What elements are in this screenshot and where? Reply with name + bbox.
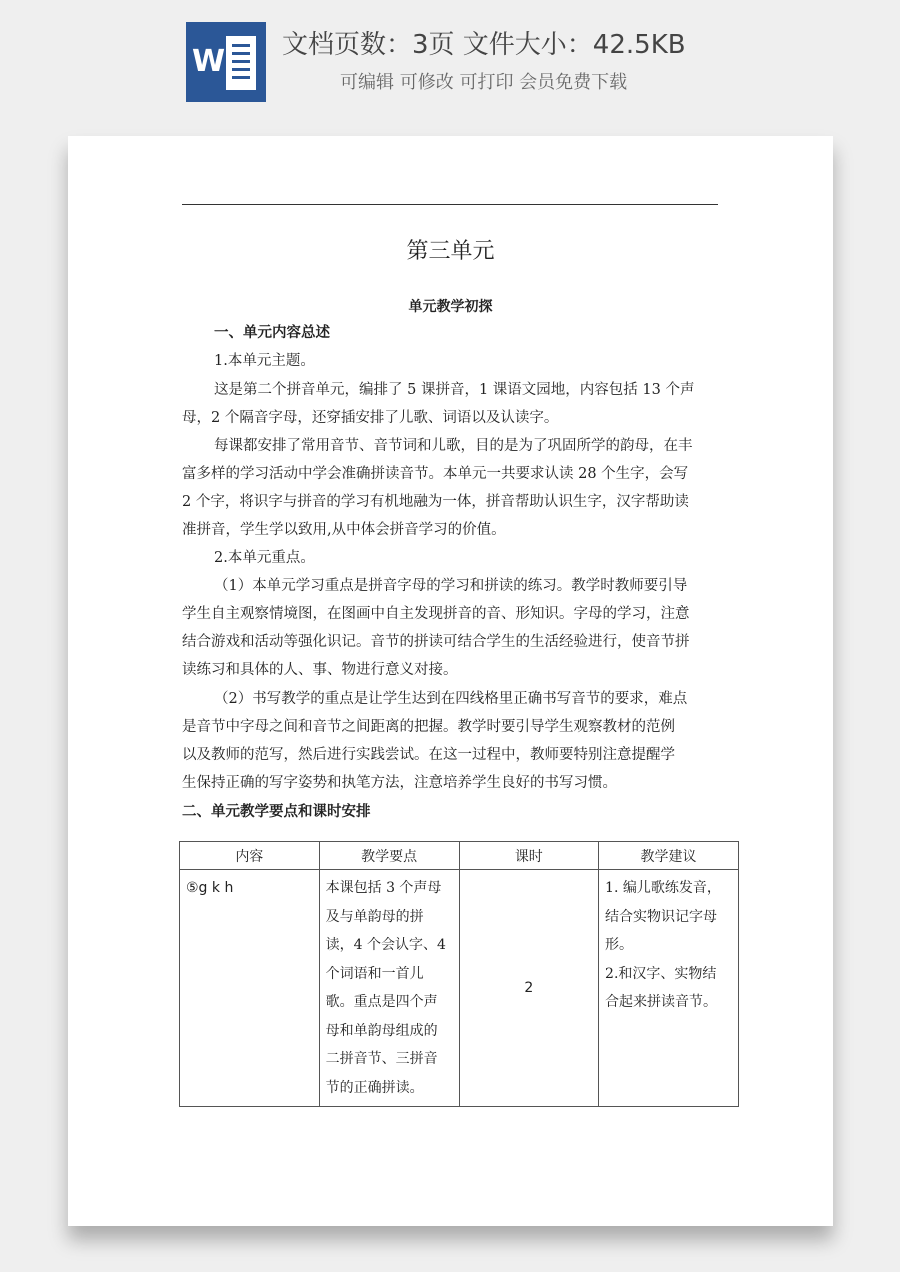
paragraph-item-1: 1.本单元主题。 xyxy=(214,353,315,369)
paragraph-line: 生保持正确的写字姿势和执笔方法，注意培养学生良好的书写习惯。 xyxy=(182,775,617,791)
section-heading-2: 二、单元教学要点和课时安排 xyxy=(182,804,371,820)
paragraph-line: 是音节中字母之间和音节之间距离的把握。教学时要引导学生观察教材的范例 xyxy=(182,719,675,735)
paragraph-line: 2 个字，将识字与拼音的学习有机地融为一体，拼音帮助认识生字，汉字帮助读 xyxy=(182,494,689,510)
lesson-plan-table xyxy=(179,841,739,1107)
word-document-icon: W xyxy=(186,22,266,102)
table-header-cell: 课时 xyxy=(459,842,598,870)
table-cell-hours: 2 xyxy=(459,870,598,1107)
table-cell-content: ⑤g k h xyxy=(180,870,320,1107)
file-capabilities: 可编辑 可修改 可打印 会员免费下载 xyxy=(340,72,628,93)
paragraph-line: 准拼音，学生学以致用,从中体会拼音学习的价值。 xyxy=(182,522,506,538)
paragraph-item-2: 2.本单元重点。 xyxy=(214,550,315,566)
table-header-cell: 内容 xyxy=(180,842,320,870)
table-header-cell: 教学建议 xyxy=(599,842,739,870)
paragraph-line: （1）本单元学习重点是拼音字母的学习和拼读的练习。教学时教师要引导 xyxy=(214,578,688,594)
paragraph-line: 结合游戏和活动等强化识记。音节的拼读可结合学生的生活经验进行，使音节拼 xyxy=(182,634,690,650)
file-meta-info: 文档页数：3页 文件大小：42.5KB xyxy=(282,30,686,60)
table-header-row xyxy=(180,842,739,870)
paragraph-line: 学生自主观察情境图，在图画中自主发现拼音的音、形知识。字母的学习，注意 xyxy=(182,606,690,622)
paragraph-line: （2）书写教学的重点是让学生达到在四线格里正确书写音节的要求，难点 xyxy=(214,691,688,707)
paragraph-line: 母，2 个隔音字母，还穿插安排了儿歌、词语以及认读字。 xyxy=(182,410,559,426)
header-rule xyxy=(182,204,718,205)
paragraph-line: 读练习和具体的人、事、物进行意义对接。 xyxy=(182,662,458,678)
paragraph-line: 以及教师的范写，然后进行实践尝试。在这一过程中，教师要特别注意提醒学 xyxy=(182,747,675,763)
table-header-cell: 教学要点 xyxy=(319,842,459,870)
document-info-header xyxy=(0,0,900,110)
paragraph-line: 这是第二个拼音单元，编排了 5 课拼音，1 课语文园地，内容包括 13 个声 xyxy=(214,382,695,398)
paragraph-line: 每课都安排了常用音节、音节词和儿歌，目的是为了巩固所学的韵母，在丰 xyxy=(214,438,693,454)
section-heading-1: 一、单元内容总述 xyxy=(214,325,330,341)
table-cell-advice: 1. 编儿歌练发音， 结合实物识记字母 形。 2.和汉字、实物结 合起来拼读音节。 xyxy=(599,870,739,1107)
table-row xyxy=(180,870,739,1107)
document-subtitle: 单元教学初探 xyxy=(408,299,493,315)
table-cell-points: 本课包括 3 个声母 及与单韵母的拼 读，4 个会认字、4 个词语和一首儿 歌。重点是四个声 母和单韵母组成的 二拼音节、三拼音 节的正确拼读。 xyxy=(319,870,459,1107)
document-title: 第三单元 xyxy=(406,239,495,264)
document-page xyxy=(68,136,833,1226)
paragraph-line: 富多样的学习活动中学会准确拼读音节。本单元一共要求认读 28 个生字，会写 xyxy=(182,466,689,482)
